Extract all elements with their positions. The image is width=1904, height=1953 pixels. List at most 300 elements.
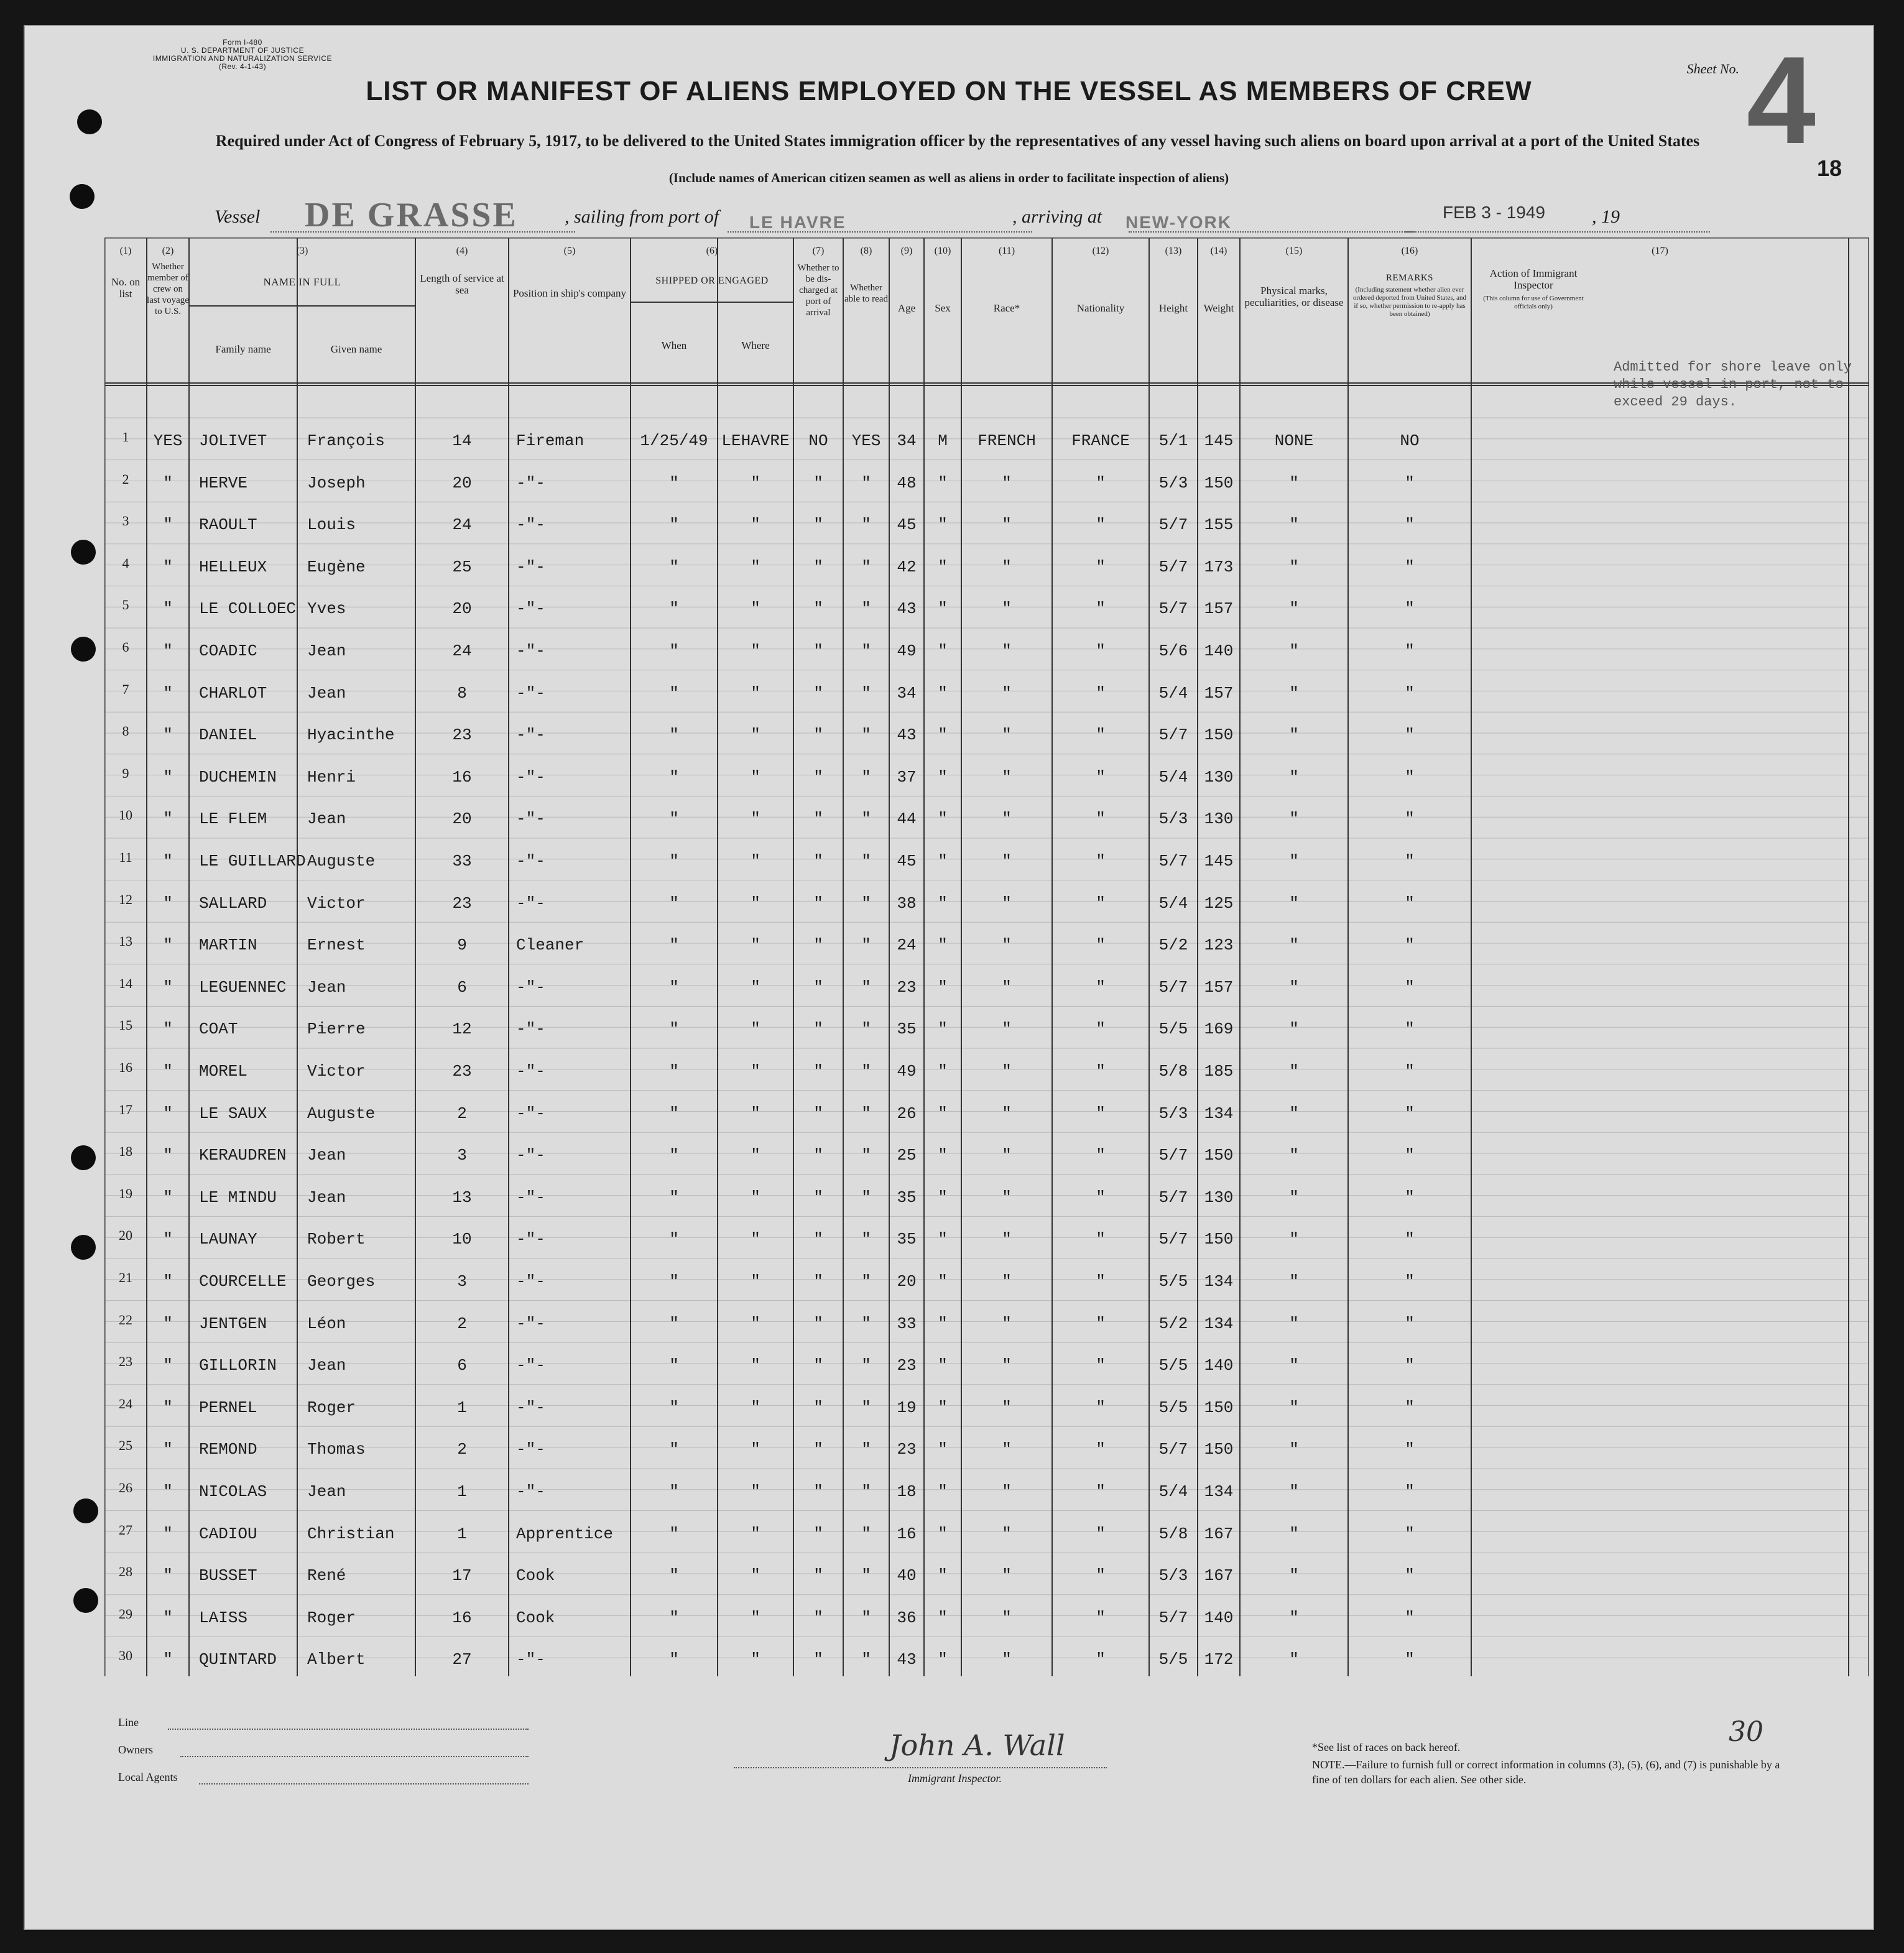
- length-of-service: 1: [457, 1524, 467, 1543]
- able-to-read: YES: [851, 432, 881, 450]
- age: 35: [897, 1188, 917, 1207]
- able-to-read: ": [861, 1104, 871, 1123]
- able-to-read: ": [861, 977, 871, 997]
- weight: 150: [1204, 1440, 1234, 1459]
- remarks: ": [1405, 977, 1415, 997]
- weight: 134: [1204, 1272, 1234, 1291]
- sex: ": [938, 1314, 948, 1333]
- length-of-service: 10: [452, 1230, 472, 1249]
- sex: ": [938, 1398, 948, 1417]
- length-of-service: 2: [457, 1104, 467, 1123]
- physical-marks: ": [1289, 1272, 1299, 1291]
- shipped-when: ": [669, 1440, 679, 1459]
- weight: 173: [1204, 557, 1234, 576]
- length-of-service: 20: [452, 810, 472, 829]
- race: ": [1002, 683, 1012, 703]
- sex: ": [938, 515, 948, 535]
- weight: 150: [1204, 726, 1234, 745]
- family-name: LE FLEM: [199, 810, 267, 829]
- shipped-when: ": [669, 1482, 679, 1501]
- family-name: DANIEL: [199, 726, 257, 745]
- column-number: (16): [1401, 246, 1418, 256]
- row-number: 18: [119, 1143, 132, 1160]
- row-number: 4: [122, 555, 129, 571]
- crew-member-flag: ": [163, 767, 173, 787]
- row-number: 8: [122, 723, 129, 739]
- crew-member-flag: ": [163, 936, 173, 955]
- nationality: ": [1096, 893, 1106, 913]
- sex: ": [938, 767, 948, 787]
- given-name: Louis: [307, 515, 356, 535]
- age: 45: [897, 852, 917, 870]
- header-no-on-list: No. on list: [111, 276, 141, 300]
- position: -"-: [516, 767, 545, 787]
- row-number: 5: [122, 597, 129, 613]
- discharged: ": [813, 1398, 823, 1417]
- family-name: GILLORIN: [199, 1356, 277, 1375]
- height: 5/7: [1158, 1608, 1188, 1627]
- weight: 155: [1204, 515, 1234, 535]
- height: 5/3: [1158, 1566, 1188, 1586]
- shipped-when: ": [669, 515, 679, 535]
- physical-marks: ": [1289, 852, 1299, 870]
- nationality: ": [1096, 936, 1106, 955]
- discharged: ": [813, 1440, 823, 1459]
- given-name: Hyacinthe: [307, 726, 395, 745]
- race: ": [1002, 1146, 1012, 1165]
- length-of-service: 6: [457, 1356, 467, 1375]
- remarks: ": [1405, 1230, 1415, 1249]
- shipped-when: ": [669, 1566, 679, 1586]
- given-name: Victor: [307, 893, 366, 913]
- weight: 150: [1204, 1398, 1234, 1417]
- sailing-label: , sailing from port of: [565, 206, 719, 227]
- crew-member-flag: ": [163, 1398, 173, 1417]
- given-name: Thomas: [307, 1440, 366, 1459]
- position: -"-: [516, 1272, 545, 1291]
- fine-note: NOTE.—Failure to furnish full or correct information in columns (3), (5), (6), and (7) is punishable by a fine of ten dollars for each alien. See other side.: [1312, 1758, 1780, 1786]
- age: 36: [897, 1608, 917, 1627]
- shipped-when: ": [669, 1314, 679, 1333]
- length-of-service: 20: [452, 599, 472, 619]
- shipped-where: ": [751, 1524, 760, 1543]
- height: 5/7: [1158, 557, 1188, 576]
- position: -"-: [516, 1398, 545, 1417]
- discharged: ": [813, 1230, 823, 1249]
- remarks: ": [1405, 1398, 1415, 1417]
- height: 5/5: [1158, 1650, 1188, 1669]
- race: ": [1002, 642, 1012, 660]
- sex: ": [938, 726, 948, 745]
- row-number: 11: [119, 849, 132, 865]
- able-to-read: ": [861, 1188, 871, 1207]
- physical-marks: ": [1289, 473, 1299, 492]
- sex: ": [938, 1230, 948, 1249]
- nationality: ": [1096, 726, 1106, 745]
- able-to-read: ": [861, 1524, 871, 1543]
- sex: ": [938, 683, 948, 703]
- nationality: ": [1096, 1440, 1106, 1459]
- family-name: RAOULT: [199, 515, 257, 535]
- shipped-when: ": [669, 473, 679, 492]
- length-of-service: 16: [452, 767, 472, 787]
- able-to-read: ": [861, 1146, 871, 1165]
- crew-member-flag: ": [163, 1230, 173, 1249]
- able-to-read: ": [861, 1062, 871, 1081]
- given-name: Jean: [307, 642, 346, 660]
- position: -"-: [516, 599, 545, 619]
- age: 34: [897, 432, 917, 450]
- discharged: ": [813, 599, 823, 619]
- shipped-where: ": [751, 1146, 760, 1165]
- crew-member-flag: ": [163, 599, 173, 619]
- position: -"-: [516, 1104, 545, 1123]
- header-length-service: Length of service at sea: [420, 272, 504, 296]
- weight: 140: [1204, 1608, 1234, 1627]
- given-name: Auguste: [307, 1104, 376, 1123]
- row-number: 1: [122, 429, 129, 445]
- weight: 157: [1204, 683, 1234, 703]
- shipped-when: ": [669, 810, 679, 829]
- weight: 130: [1204, 1188, 1234, 1207]
- shipped-where: ": [751, 557, 760, 576]
- sex: ": [938, 1482, 948, 1501]
- race: ": [1002, 1272, 1012, 1291]
- header-where: Where: [741, 339, 770, 351]
- nationality: ": [1096, 642, 1106, 660]
- column-number: (10): [934, 246, 951, 256]
- family-name: COAT: [199, 1020, 238, 1039]
- remarks: ": [1405, 1062, 1415, 1081]
- manifest-sheet: [24, 25, 1874, 1930]
- physical-marks: ": [1289, 1104, 1299, 1123]
- discharged: ": [813, 936, 823, 955]
- position: -"-: [516, 1314, 545, 1333]
- position: -"-: [516, 852, 545, 870]
- remarks: ": [1405, 1104, 1415, 1123]
- shipped-where: ": [751, 1062, 760, 1081]
- able-to-read: ": [861, 1398, 871, 1417]
- age: 23: [897, 977, 917, 997]
- weight: 130: [1204, 810, 1234, 829]
- weight: 125: [1204, 893, 1234, 913]
- shipped-when: ": [669, 852, 679, 870]
- nationality: ": [1096, 1356, 1106, 1375]
- departure-port: LE HAVRE: [749, 213, 846, 232]
- given-name: Jean: [307, 1356, 346, 1375]
- position: -"-: [516, 1482, 545, 1501]
- shipped-where: ": [751, 1314, 760, 1333]
- family-name: MARTIN: [199, 936, 257, 955]
- position: -"-: [516, 473, 545, 492]
- age: 26: [897, 1104, 917, 1123]
- able-to-read: ": [861, 1650, 871, 1669]
- sex: ": [938, 1062, 948, 1081]
- position: -"-: [516, 557, 545, 576]
- signature-line: [734, 1767, 1107, 1768]
- family-name: KERAUDREN: [199, 1146, 287, 1165]
- shipped-where: ": [751, 1608, 760, 1627]
- remarks: ": [1405, 1314, 1415, 1333]
- nationality: FRANCE: [1071, 432, 1130, 450]
- able-to-read: ": [861, 1314, 871, 1333]
- able-to-read: ": [861, 893, 871, 913]
- remarks: ": [1405, 599, 1415, 619]
- crew-member-flag: ": [163, 1566, 173, 1586]
- able-to-read: ": [861, 767, 871, 787]
- able-to-read: ": [861, 557, 871, 576]
- physical-marks: ": [1289, 767, 1299, 787]
- length-of-service: 25: [452, 557, 472, 576]
- physical-marks: ": [1289, 1524, 1299, 1543]
- weight: 169: [1204, 1020, 1234, 1039]
- age: 34: [897, 683, 917, 703]
- discharged: ": [813, 852, 823, 870]
- crew-member-flag: ": [163, 557, 173, 576]
- row-number: 25: [119, 1438, 132, 1454]
- shipped-where: ": [751, 599, 760, 619]
- family-name: LE COLLOEC: [199, 599, 297, 619]
- length-of-service: 20: [452, 473, 472, 492]
- row-number: 10: [119, 807, 132, 823]
- crew-member-flag: ": [163, 515, 173, 535]
- shipped-when: ": [669, 1146, 679, 1165]
- race: ": [1002, 599, 1012, 619]
- discharged: ": [813, 1146, 823, 1165]
- header-able-to-read: Whether able to read: [844, 283, 888, 304]
- nationality: ": [1096, 599, 1106, 619]
- remarks: ": [1405, 1650, 1415, 1669]
- race: ": [1002, 515, 1012, 535]
- shipped-when: ": [669, 1608, 679, 1627]
- length-of-service: 9: [457, 936, 467, 955]
- physical-marks: ": [1289, 1146, 1299, 1165]
- row-number: 15: [119, 1017, 132, 1033]
- able-to-read: ": [861, 683, 871, 703]
- age: 23: [897, 1356, 917, 1375]
- total-count: 30: [1729, 1716, 1763, 1748]
- physical-marks: ": [1289, 1608, 1299, 1627]
- length-of-service: 3: [457, 1272, 467, 1291]
- physical-marks: ": [1289, 810, 1299, 829]
- shipped-where: ": [751, 515, 760, 535]
- nationality: ": [1096, 557, 1106, 576]
- stamp-line: while vessel in port, not to: [1614, 377, 1844, 392]
- nationality: ": [1096, 1104, 1106, 1123]
- inspector-signature: John A. Wall: [889, 1729, 1065, 1762]
- shipped-when: ": [669, 1272, 679, 1291]
- family-name: HELLEUX: [199, 557, 267, 576]
- header-physical-marks: Physical marks, peculiarities, or disease: [1244, 285, 1344, 308]
- discharged: ": [813, 1020, 823, 1039]
- shipped-when: ": [669, 642, 679, 660]
- family-name: SALLARD: [199, 893, 267, 913]
- department: U. S. DEPARTMENT OF JUSTICE: [180, 46, 305, 55]
- header-weight: Weight: [1203, 302, 1234, 314]
- header-family-name: Family name: [215, 343, 271, 355]
- header-discharged: Whether to be dis-charged at port of arrival: [797, 263, 839, 318]
- discharged: ": [813, 1650, 823, 1669]
- family-name: BUSSET: [199, 1566, 257, 1586]
- shipped-when: ": [669, 893, 679, 913]
- race: ": [1002, 1398, 1012, 1417]
- sex: ": [938, 1356, 948, 1375]
- family-name: LE MINDU: [199, 1188, 277, 1207]
- family-name: REMOND: [199, 1440, 257, 1459]
- row-number: 16: [119, 1060, 132, 1075]
- nationality: ": [1096, 1230, 1106, 1249]
- given-name: Jean: [307, 1146, 346, 1165]
- height: 5/6: [1158, 642, 1188, 660]
- height: 5/7: [1158, 515, 1188, 535]
- age: 43: [897, 1650, 917, 1669]
- shipped-when: ": [669, 1398, 679, 1417]
- race: ": [1002, 1020, 1012, 1039]
- column-number: (7): [812, 246, 825, 256]
- weight: 140: [1204, 1356, 1234, 1375]
- header-whether-member: Whether member of crew on last voyage to U.S.: [147, 262, 189, 316]
- discharged: ": [813, 1608, 823, 1627]
- race: ": [1002, 1482, 1012, 1501]
- sex: ": [938, 1272, 948, 1291]
- arrival-port: NEW-YORK: [1125, 213, 1232, 232]
- physical-marks: ": [1289, 893, 1299, 913]
- weight: 130: [1204, 767, 1234, 787]
- able-to-read: ": [861, 1230, 871, 1249]
- remarks: ": [1405, 515, 1415, 535]
- age: 25: [897, 1146, 917, 1165]
- arrival-date: FEB 3 - 1949: [1443, 203, 1545, 222]
- able-to-read: ": [861, 1440, 871, 1459]
- length-of-service: 3: [457, 1146, 467, 1165]
- discharged: ": [813, 515, 823, 535]
- sex: ": [938, 936, 948, 955]
- column-number: (3): [296, 246, 308, 256]
- weight: 123: [1204, 936, 1234, 955]
- remarks: ": [1405, 557, 1415, 576]
- height: 5/7: [1158, 1440, 1188, 1459]
- family-name: NICOLAS: [199, 1482, 267, 1501]
- column-number: (4): [456, 246, 468, 256]
- given-name: Christian: [307, 1524, 395, 1543]
- race: ": [1002, 1104, 1012, 1123]
- remarks: ": [1405, 1524, 1415, 1543]
- sex: ": [938, 1188, 948, 1207]
- race: ": [1002, 852, 1012, 870]
- given-name: Eugène: [307, 557, 366, 576]
- height: 5/3: [1158, 810, 1188, 829]
- discharged: ": [813, 473, 823, 492]
- age: 40: [897, 1566, 917, 1586]
- shipped-where: ": [751, 1020, 760, 1039]
- row-number: 30: [119, 1648, 132, 1664]
- age: 20: [897, 1272, 917, 1291]
- physical-marks: ": [1289, 1650, 1299, 1669]
- able-to-read: ": [861, 1356, 871, 1375]
- height: 5/1: [1158, 432, 1188, 450]
- length-of-service: 6: [457, 977, 467, 997]
- able-to-read: ": [861, 515, 871, 535]
- family-name: LE GUILLARD: [199, 852, 306, 870]
- stamp-line: exceed 29 days.: [1614, 394, 1737, 410]
- position: -"-: [516, 1356, 545, 1375]
- family-name: QUINTARD: [199, 1650, 277, 1669]
- column-number: (14): [1210, 246, 1227, 256]
- physical-marks: ": [1289, 1062, 1299, 1081]
- row-number: 13: [119, 933, 132, 949]
- nationality: ": [1096, 683, 1106, 703]
- sex: ": [938, 1524, 948, 1543]
- header-position: Position in ship's company: [512, 287, 627, 299]
- row-number: 9: [122, 765, 129, 781]
- family-name: CADIOU: [199, 1524, 257, 1543]
- sex: ": [938, 1104, 948, 1123]
- nationality: ": [1096, 1608, 1106, 1627]
- shipped-where: LEHAVRE: [721, 432, 790, 450]
- shipped-when: ": [669, 1524, 679, 1543]
- shipped-where: ": [751, 810, 760, 829]
- remarks: ": [1405, 1146, 1415, 1165]
- remarks: ": [1405, 936, 1415, 955]
- race: ": [1002, 1356, 1012, 1375]
- remarks: ": [1405, 1608, 1415, 1627]
- column-number: (17): [1652, 246, 1668, 256]
- height: 5/7: [1158, 1146, 1188, 1165]
- sex: ": [938, 1440, 948, 1459]
- header-nationality: Nationality: [1076, 302, 1125, 314]
- able-to-read: ": [861, 936, 871, 955]
- sex: ": [938, 557, 948, 576]
- remarks: ": [1405, 852, 1415, 870]
- given-name: Victor: [307, 1062, 366, 1081]
- length-of-service: 8: [457, 683, 467, 703]
- shipped-where: ": [751, 1272, 760, 1291]
- inspector-title: Immigrant Inspector.: [908, 1772, 1002, 1784]
- length-of-service: 12: [452, 1020, 472, 1039]
- header-shipped-engaged: SHIPPED OR ENGAGED: [655, 275, 769, 286]
- nationality: ": [1096, 1524, 1106, 1543]
- given-name: François: [307, 432, 385, 450]
- height: 5/7: [1158, 726, 1188, 745]
- nationality: ": [1096, 810, 1106, 829]
- age: 38: [897, 893, 917, 913]
- physical-marks: ": [1289, 599, 1299, 619]
- position: Apprentice: [516, 1524, 614, 1543]
- shipped-where: ": [751, 1482, 760, 1501]
- remarks: ": [1405, 473, 1415, 492]
- age: 37: [897, 767, 917, 787]
- sex: ": [938, 893, 948, 913]
- race: ": [1002, 936, 1012, 955]
- sex: ": [938, 852, 948, 870]
- able-to-read: ": [861, 1482, 871, 1501]
- length-of-service: 16: [452, 1608, 472, 1627]
- sex: ": [938, 1650, 948, 1669]
- physical-marks: ": [1289, 977, 1299, 997]
- column-number: (13): [1165, 246, 1182, 256]
- footer-line-label: Line: [118, 1716, 139, 1729]
- shipped-when: ": [669, 1650, 679, 1669]
- crew-member-flag: ": [163, 683, 173, 703]
- family-name: JENTGEN: [199, 1314, 267, 1333]
- discharged: ": [813, 1104, 823, 1123]
- service: IMMIGRATION AND NATURALIZATION SERVICE: [152, 54, 333, 63]
- able-to-read: ": [861, 1020, 871, 1039]
- length-of-service: 33: [452, 852, 472, 870]
- remarks: ": [1405, 767, 1415, 787]
- family-name: LEGUENNEC: [199, 977, 287, 997]
- shipped-where: ": [751, 936, 760, 955]
